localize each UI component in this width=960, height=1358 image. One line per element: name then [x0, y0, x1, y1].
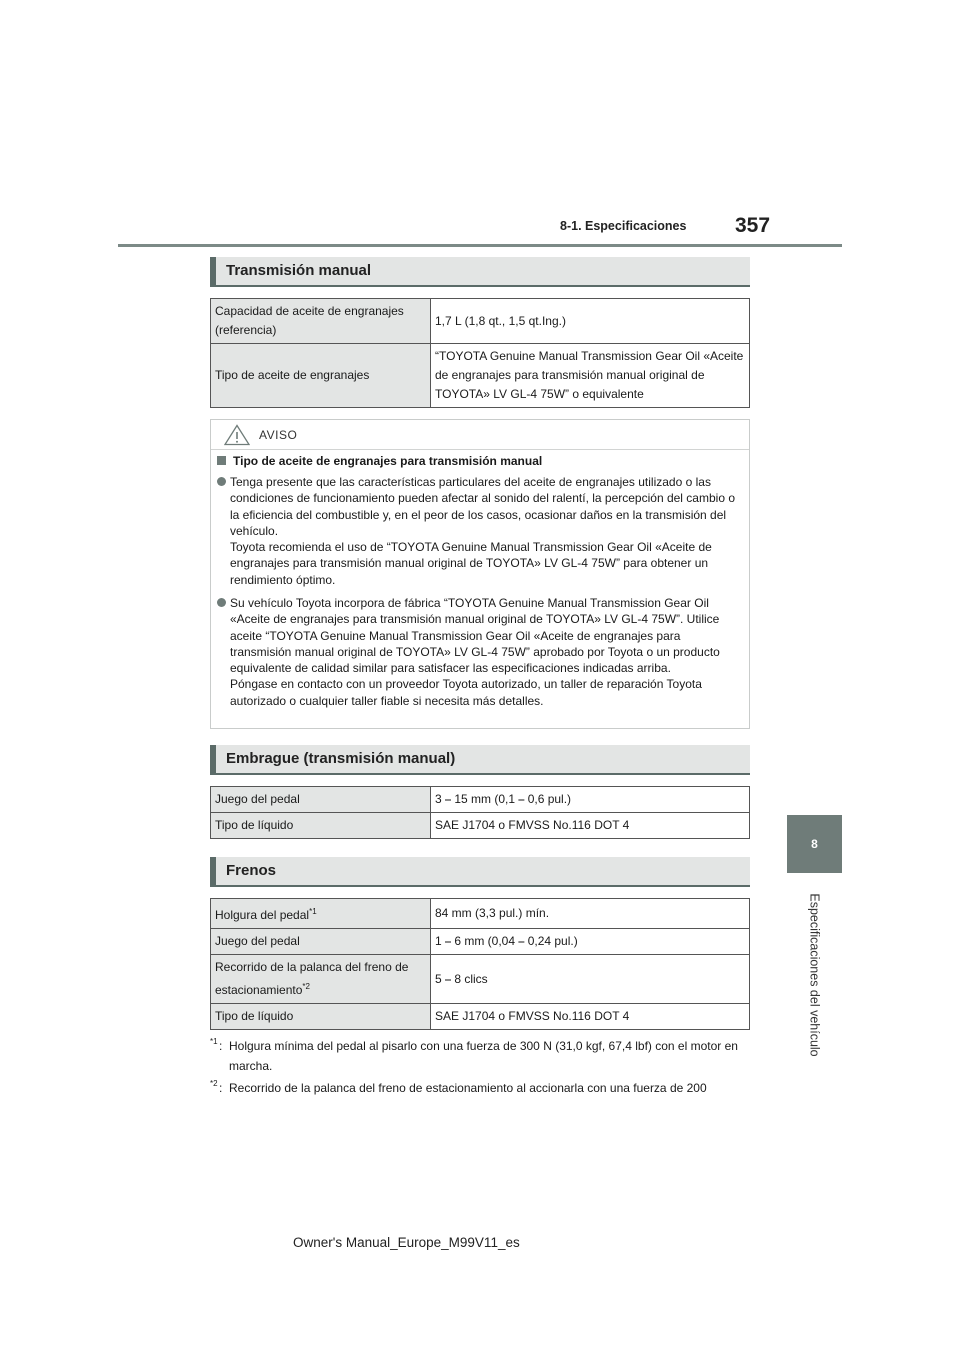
bullet-paragraph: Tenga presente que las características particulares del aceite de engranajes utilizado o las condiciones de funcionamiento pueden afectar al sonido del ralentí, la percepción del cambio o la eficiencia del combustible y, en el peor de los casos, ocasionar daños en la transmisión del vehículo.: [230, 475, 735, 538]
spec-value: 1,7 L (1,8 qt., 1,5 qt.Ing.): [431, 299, 750, 344]
caution-bullet: [217, 474, 743, 588]
section-title-brakes: Frenos: [210, 857, 750, 887]
circle-bullet-icon: [217, 598, 226, 607]
bullet-paragraph: Su vehículo Toyota incorpora de fábrica “TOYOTA Genuine Manual Transmission Gear Oil «Aceite de engranajes para transmisión manual original de TOYOTA» LV GL-4 75W”. Utilice aceite “TOYOTA Genuine Manual Transmission Gear Oil «Aceite de engranajes para transmisión manual original de TOYOTA» LV GL-4 75W” aprobado por Toyota o un producto equivalente de calidad similar para satisfacer las especificaciones indicadas arriba.: [230, 596, 720, 676]
spec-value: 84 mm (3,3 pul.) mín.: [431, 899, 750, 929]
spec-key: Juego del pedal: [211, 787, 431, 813]
section-title-clutch: Embrague (transmisión manual): [210, 745, 750, 775]
footnote: *1 : Holgura mínima del pedal al pisarlo con una fuerza de 300 N (31,0 kgf, 67,4 lbf) con el motor en marcha.: [210, 1036, 750, 1076]
spec-key: Tipo de líquido: [211, 1004, 431, 1030]
chapter-tab: [787, 815, 842, 873]
spec-key: Tipo de líquido: [211, 813, 431, 839]
spec-key-text: Recorrido de la palanca del freno de estacionamiento: [215, 960, 409, 997]
table-row: [211, 813, 750, 839]
spec-value: SAE J1704 o FMVSS No.116 DOT 4: [431, 1004, 750, 1030]
square-bullet-icon: [217, 456, 226, 465]
spec-key: Capacidad de aceite de engranajes (referencia): [211, 299, 431, 344]
caution-subheading-text: Tipo de aceite de engranajes para transmisión manual: [233, 454, 543, 468]
spec-value: 3 ⎯ 15 mm (0,1 ⎯ 0,6 pul.): [431, 787, 750, 813]
spec-value: SAE J1704 o FMVSS No.116 DOT 4: [431, 813, 750, 839]
chapter-side-label: [787, 882, 842, 1067]
manual-transmission-table: [210, 298, 750, 408]
chapter-tab-number: 8: [811, 837, 818, 851]
table-row: [211, 344, 750, 408]
caution-bullet: [217, 595, 743, 709]
caution-title: AVISO: [259, 428, 298, 442]
table-row: [211, 955, 750, 1004]
spec-key: [211, 955, 431, 1004]
spec-key-text: Holgura del pedal: [215, 908, 310, 922]
table-row: [211, 1004, 750, 1030]
footnote-mark: *2: [210, 1079, 218, 1088]
section-title-manual-transmission: Transmisión manual: [210, 257, 750, 287]
footnote-mark: *1: [210, 1037, 218, 1046]
footnote-ref: *2: [302, 982, 310, 991]
footnote: *2 : Recorrido de la palanca del freno de estacionamiento al accionarla con una fuerza de 200: [210, 1078, 750, 1098]
header-rule: [118, 244, 842, 247]
spec-key: Tipo de aceite de engranajes: [211, 344, 431, 408]
brakes-table: [210, 898, 750, 1030]
caution-subheading: [217, 454, 542, 468]
circle-bullet-icon: [217, 477, 226, 486]
chapter-title: 8-1. Especificaciones: [560, 219, 687, 233]
caution-box: [210, 419, 750, 729]
spec-value: 5 ⎯ 8 clics: [431, 955, 750, 1004]
table-row: [211, 929, 750, 955]
warning-triangle-icon: [224, 424, 250, 446]
table-row: [211, 299, 750, 344]
table-row: [211, 787, 750, 813]
caution-header: [211, 420, 749, 450]
spec-value: “TOYOTA Genuine Manual Transmission Gear Oil «Aceite de engranajes para transmisión manual original de TOYOTA» LV GL-4 75W” o equivalente: [431, 344, 750, 408]
footnote-ref: *1: [309, 907, 317, 916]
clutch-table: [210, 786, 750, 839]
bullet-paragraph: Póngase en contacto con un proveedor Toyota autorizado, un taller de reparación Toyota autorizado o cualquier taller fiable si necesita más detalles.: [230, 677, 702, 708]
table-row: [211, 899, 750, 929]
footnote-text: Holgura mínima del pedal al pisarlo con una fuerza de 300 N (31,0 kgf, 67,4 lbf) con el motor en marcha.: [229, 1039, 738, 1073]
spec-key: Juego del pedal: [211, 929, 431, 955]
spec-key: [211, 899, 431, 929]
spec-value: 1 ⎯ 6 mm (0,04 ⎯ 0,24 pul.): [431, 929, 750, 955]
bullet-paragraph: Toyota recomienda el uso de “TOYOTA Genuine Manual Transmission Gear Oil «Aceite de engranajes para transmisión manual original de TOYOTA» LV GL-4 75W” para obtener un rendimiento óptimo.: [230, 540, 712, 587]
chapter-side-label-text: Especificaciones del vehículo: [807, 892, 822, 1057]
footnote-text: Recorrido de la palanca del freno de estacionamiento al accionarla con una fuerza de 200: [229, 1081, 707, 1095]
footer-text: Owner's Manual_Europe_M99V11_es: [293, 1235, 520, 1250]
page-number: 357: [735, 214, 771, 237]
